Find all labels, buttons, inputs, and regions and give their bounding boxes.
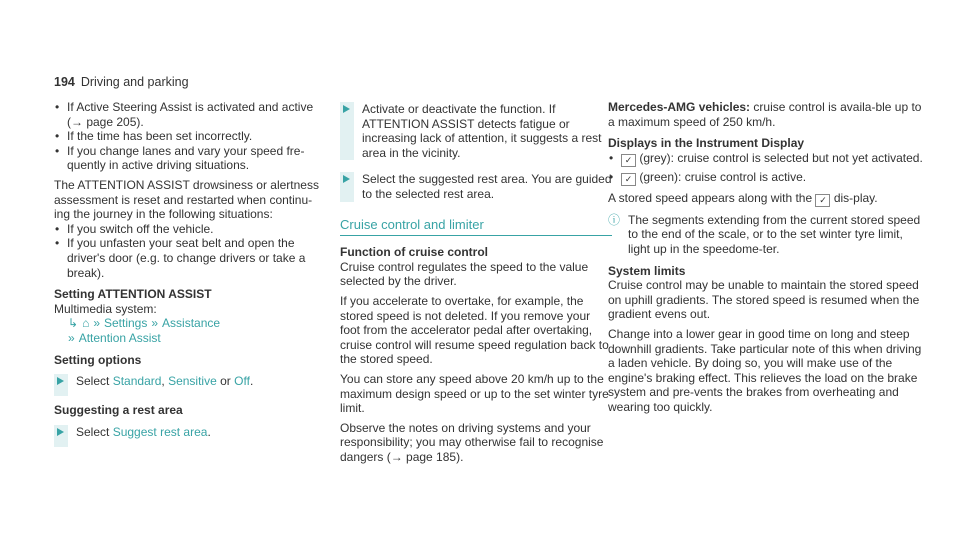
step-text: Select xyxy=(76,424,110,439)
step-arrow-icon xyxy=(57,428,64,436)
paragraph-text: dis-play. xyxy=(833,190,878,205)
list-item: • If the time has been set incorrectly. xyxy=(54,129,326,144)
step xyxy=(340,102,612,160)
cruise-control-icon: ✓ xyxy=(621,173,636,186)
step-arrow-icon xyxy=(343,175,350,183)
paragraph: The ATTENTION ASSIST drowsiness or alertness assessment is reset and restarted when continu-ing the journey in the following situations: xyxy=(54,177,319,222)
step-text: Activate or deactivate the function. If ATTENTION ASSIST detects fatigue or increasing lack of attention, it suggests a rest area in the vicinity. xyxy=(362,102,602,160)
list-item: • If you unfasten your seat belt and open the driver's door (e.g. to change drivers or take a break). xyxy=(54,236,326,280)
paragraph: Observe the notes on driving systems and your responsibility; you may otherwise fail to recognise dangers (→ page 185). xyxy=(340,420,604,464)
section-title: Cruise control and limiter xyxy=(340,218,612,237)
chapter-title: Driving and parking xyxy=(80,75,189,89)
step-arrow-icon xyxy=(57,377,64,385)
column-3 xyxy=(608,100,924,415)
section-heading: Setting options xyxy=(54,352,142,367)
section-heading: Function of cruise control xyxy=(340,245,489,260)
menu-path-cont xyxy=(68,331,326,346)
step-text: Select the suggested rest area. You are guided to the selected rest area. xyxy=(362,172,612,201)
paragraph: Change into a lower gear in good time on long and steep downhill gradients. Take particular note of this when driving a laden vehicle. By doing so, you will make use of the engine's braking effect. This relieves the load on the brake system and pre-vents the brakes from overheating and wearing too quickly. xyxy=(608,326,922,414)
info-icon: ⓘ xyxy=(608,212,621,227)
list-text: (grey): cruise control is selected but not yet activated. xyxy=(639,150,923,165)
section-heading: Setting ATTENTION ASSIST xyxy=(54,287,212,302)
double-chevron-icon: » xyxy=(68,330,75,345)
section-heading: System limits xyxy=(608,263,686,278)
step: Select Suggest rest area. xyxy=(54,425,326,447)
double-chevron-icon: » xyxy=(151,316,159,331)
cruise-control-icon: ✓ xyxy=(621,154,636,167)
paragraph: If you accelerate to overtake, for example, the stored speed is not deleted. If you remove your foot from the accelerator pedal after overtaking, cruise control will resume speed regulation back to the stored speed. xyxy=(340,293,609,367)
list-item: • If Active Steering Assist is activated and active (→ page 205). xyxy=(54,100,326,129)
menu-settings[interactable]: Settings xyxy=(104,316,148,331)
arrow-return-icon: ↳ xyxy=(68,316,79,331)
menu-attention-assist[interactable]: Attention Assist xyxy=(78,330,161,345)
paragraph: Cruise control may be unable to maintain the stored speed on uphill gradients. The stored speed is resumed when the gradient evens out. xyxy=(608,278,920,322)
cruise-control-icon: ✓ xyxy=(815,194,830,207)
option-standard[interactable]: Standard xyxy=(112,374,162,389)
step-arrow-icon xyxy=(343,105,350,113)
option-off[interactable]: Off xyxy=(234,374,250,389)
step xyxy=(340,172,612,201)
column-2 xyxy=(340,100,612,464)
menu-path xyxy=(68,316,326,331)
section-heading: Displays in the Instrument Display xyxy=(608,136,805,151)
note-text: The segments extending from the current stored speed to the end of the scale, or to the set winter tyre limit, light up in the speedome-ter. xyxy=(628,212,921,256)
page-header xyxy=(54,75,189,89)
option-sensitive[interactable]: Sensitive xyxy=(168,374,217,389)
amg-text: cruise control is availa-ble up to a maximum speed of 250 km/h. xyxy=(608,100,922,129)
double-chevron-icon: » xyxy=(93,316,100,331)
step-text: Select xyxy=(76,374,110,389)
section-heading: Suggesting a rest area xyxy=(54,403,183,418)
paragraph xyxy=(608,191,924,207)
list-item: • If you switch off the vehicle. xyxy=(54,222,326,237)
step: Select Standard, Sensitive or Off. xyxy=(54,374,326,396)
paragraph: You can store any speed above 20 km/h up to the maximum design speed or up to the set winter tyre limit. xyxy=(340,371,609,416)
paragraph: Cruise control regulates the speed to the value selected by the driver. xyxy=(340,259,589,289)
list-text: (green): cruise control is active. xyxy=(639,169,807,184)
page-number: 194 xyxy=(54,75,75,89)
option-suggest-rest-area[interactable]: Suggest rest area xyxy=(112,424,208,439)
list-item xyxy=(608,151,924,167)
amg-heading: Mercedes-AMG vehicles: xyxy=(608,100,751,114)
list-item: • If you change lanes and vary your speed fre-quently in active driving situations. xyxy=(54,144,326,173)
paragraph xyxy=(608,100,924,129)
note xyxy=(608,213,924,257)
menu-assistance[interactable]: Assistance xyxy=(162,316,221,331)
step-text: or xyxy=(220,374,231,389)
column-1 xyxy=(54,100,326,447)
home-icon[interactable]: ⌂ xyxy=(82,316,90,331)
list-item xyxy=(608,170,924,186)
multimedia-label: Multimedia system: xyxy=(54,301,157,316)
paragraph-text: A stored speed appears along with the xyxy=(608,190,813,205)
